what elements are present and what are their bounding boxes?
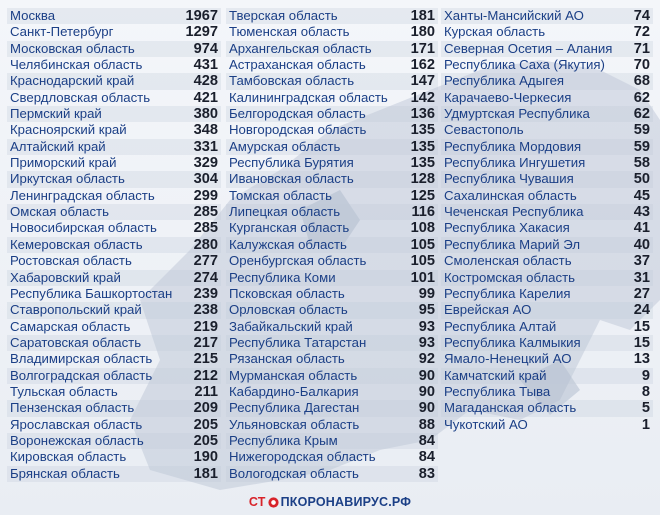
region-row [10,237,218,253]
region-name: Волгоградская область [10,367,153,383]
region-row [444,417,650,433]
region-row [229,237,435,253]
case-count: 41 [633,220,650,237]
region-name: Республика Хакасия [444,220,570,236]
region-row [10,139,218,155]
region-name: Сахалинская область [444,187,577,203]
region-row [444,220,650,236]
region-name: Ульяновская область [229,416,360,432]
case-count: 304 [193,171,218,188]
virus-icon [267,496,280,509]
case-count: 59 [633,138,650,155]
region-name: Ставропольский край [10,302,142,318]
case-count: 285 [193,204,218,221]
case-count: 428 [193,73,218,90]
region-name: Еврейская АО [444,302,532,318]
region-name: Республика Татарстан [229,334,367,350]
region-row [10,253,218,269]
case-count: 15 [633,334,650,351]
region-row [10,384,218,400]
region-name: Кабардино-Балкария [229,383,359,399]
region-name: Республика Алтай [444,318,557,334]
case-count: 280 [193,236,218,253]
case-count: 99 [418,285,435,302]
region-name: Ивановская область [229,171,354,187]
case-count: 1297 [185,24,218,41]
region-row [229,270,435,286]
region-row [229,400,435,416]
region-row [229,204,435,220]
region-name: Нижегородская область [229,449,376,465]
region-row [229,24,435,40]
case-count: 421 [193,89,218,106]
case-count: 128 [410,171,435,188]
region-name: Республика Саха (Якутия) [444,57,605,73]
region-name: Республика Адыгея [444,73,565,89]
region-name: Москва [10,8,56,23]
region-row [444,204,650,220]
region-row [10,433,218,449]
region-row [444,286,650,302]
region-row [229,253,435,269]
region-row [444,188,650,204]
region-name: Республика Тыва [444,383,551,399]
region-row [444,106,650,122]
case-count: 45 [633,187,650,204]
case-count: 74 [633,8,650,24]
case-count: 31 [633,269,650,286]
region-name: Новосибирская область [10,220,157,236]
case-count: 15 [633,318,650,335]
region-row [229,188,435,204]
region-row [229,171,435,187]
region-name: Республика Карелия [444,285,571,301]
region-name: Тульская область [10,383,118,399]
region-row [229,384,435,400]
region-name: Белгородская область [229,106,366,122]
case-count: 125 [410,187,435,204]
case-count: 58 [633,155,650,172]
region-row [10,24,218,40]
region-name: Курганская область [229,220,350,236]
logo-text-part2: ПКОРОНАВИРУС.РФ [280,495,412,509]
region-name: Самарская область [10,318,131,334]
region-row [229,433,435,449]
region-row [229,449,435,465]
region-row [10,351,218,367]
regions-column-2 [229,8,435,482]
case-count: 239 [193,285,218,302]
region-name: Республика Крым [229,432,338,448]
region-row [10,204,218,220]
region-name: Омская область [10,204,109,220]
region-row [10,90,218,106]
region-name: Республика Коми [229,269,336,285]
case-count: 24 [633,302,650,319]
case-count: 37 [633,253,650,270]
region-name: Орловская область [229,302,348,318]
region-row [10,368,218,384]
region-name: Новгородская область [229,122,367,138]
region-row [10,106,218,122]
case-count: 238 [193,302,218,319]
region-row [229,106,435,122]
region-name: Ростовская область [10,253,132,269]
logo-text-part1: СТ [248,495,266,509]
region-name: Владимирская область [10,351,153,367]
case-count: 105 [410,236,435,253]
region-name: Приморский край [10,155,117,171]
region-name: Тюменская область [229,24,350,40]
case-count: 93 [418,334,435,351]
region-row [444,41,650,57]
case-count: 1 [641,416,650,433]
region-row [229,220,435,236]
region-row [444,24,650,40]
region-name: Республика Чувашия [444,171,574,187]
case-count: 135 [410,138,435,155]
region-row [229,286,435,302]
region-name: Кировская область [10,449,127,465]
region-row [444,73,650,89]
region-name: Архангельская область [229,40,372,56]
region-row [10,188,218,204]
case-count: 162 [410,57,435,74]
region-name: Ленинградская область [10,187,155,203]
region-row [229,122,435,138]
case-count: 431 [193,57,218,74]
region-row [10,302,218,318]
region-name: Вологодская область [229,465,359,481]
region-row [229,139,435,155]
region-name: Московская область [10,40,135,56]
case-count: 142 [410,89,435,106]
case-count: 331 [193,138,218,155]
region-name: Пензенская область [10,400,135,416]
case-count: 83 [418,465,435,482]
region-name: Красноярский край [10,122,127,138]
regions-column-3 [444,8,650,433]
region-name: Республика Дагестан [229,400,360,416]
region-row [229,319,435,335]
region-row [444,155,650,171]
region-name: Кемеровская область [10,236,143,252]
region-row [444,270,650,286]
region-name: Республика Ингушетия [444,155,586,171]
case-count: 101 [410,269,435,286]
case-count: 277 [193,253,218,270]
case-count: 13 [633,351,650,368]
case-count: 84 [418,449,435,466]
case-count: 105 [410,253,435,270]
case-count: 62 [633,89,650,106]
case-count: 70 [633,57,650,74]
case-count: 180 [410,24,435,41]
case-count: 5 [641,400,650,417]
region-name: Пермский край [10,106,102,122]
case-count: 329 [193,155,218,172]
region-row [10,73,218,89]
footer [0,493,660,511]
case-count: 59 [633,122,650,139]
case-count: 88 [418,416,435,433]
case-count: 50 [633,171,650,188]
region-row [444,253,650,269]
region-name: Ямало-Ненецкий АО [444,351,572,367]
region-name: Рязанская область [229,351,345,367]
region-name: Липецкая область [229,204,341,220]
region-name: Севастополь [444,122,524,138]
region-row [229,90,435,106]
case-count: 285 [193,220,218,237]
case-count: 348 [193,122,218,139]
region-name: Тверская область [229,8,338,23]
region-row [10,400,218,416]
region-name: Алтайский край [10,138,106,154]
region-row [444,319,650,335]
region-row [10,449,218,465]
region-row [229,41,435,57]
region-name: Республика Мордовия [444,138,582,154]
region-name: Брянская область [10,465,120,481]
case-count: 108 [410,220,435,237]
region-row [444,368,650,384]
region-name: Астраханская область [229,57,366,73]
region-name: Воронежская область [10,432,144,448]
region-row [229,351,435,367]
case-count: 62 [633,106,650,123]
region-name: Челябинская область [10,57,143,73]
case-count: 136 [410,106,435,123]
case-count: 147 [410,73,435,90]
case-count: 1967 [185,8,218,24]
region-name: Иркутская область [10,171,125,187]
case-count: 217 [193,334,218,351]
region-row [444,57,650,73]
region-row [444,8,650,24]
case-count: 380 [193,106,218,123]
case-count: 274 [193,269,218,286]
region-row [229,57,435,73]
region-name: Республика Бурятия [229,155,354,171]
case-count: 135 [410,155,435,172]
case-count: 84 [418,432,435,449]
case-count: 974 [193,40,218,57]
region-row [10,417,218,433]
region-row [444,400,650,416]
region-name: Краснодарский край [10,73,135,89]
region-row [10,57,218,73]
case-count: 71 [633,40,650,57]
case-count: 190 [193,449,218,466]
region-row [444,384,650,400]
region-name: Оренбургская область [229,253,367,269]
case-count: 219 [193,318,218,335]
region-row [444,122,650,138]
region-row [10,286,218,302]
region-name: Калужская область [229,236,347,252]
region-row [10,335,218,351]
region-row [10,122,218,138]
case-count: 212 [193,367,218,384]
region-name: Томская область [229,187,333,203]
region-row [229,73,435,89]
region-row [229,417,435,433]
region-name: Магаданская область [444,400,577,416]
region-row [229,368,435,384]
case-count: 181 [193,465,218,482]
region-row [229,466,435,482]
regions-column-1 [10,8,218,482]
region-row [444,139,650,155]
region-row [444,171,650,187]
region-row [10,220,218,236]
region-row [10,319,218,335]
region-row [444,351,650,367]
case-count: 205 [193,416,218,433]
region-name: Камчатский край [444,367,547,383]
case-count: 299 [193,187,218,204]
region-row [229,155,435,171]
case-count: 72 [633,24,650,41]
case-count: 90 [418,383,435,400]
region-row [444,90,650,106]
case-count: 205 [193,432,218,449]
region-row [10,171,218,187]
region-row [10,41,218,57]
case-count: 9 [641,367,650,384]
case-count: 90 [418,367,435,384]
region-name: Чукотский АО [444,416,528,432]
region-name: Псковская область [229,285,345,301]
case-count: 215 [193,351,218,368]
region-row [444,302,650,318]
region-row [444,335,650,351]
case-count: 211 [194,383,218,400]
region-name: Свердловская область [10,89,151,105]
region-name: Костромская область [444,269,576,285]
case-count: 209 [193,400,218,417]
region-name: Удмуртская Республика [444,106,590,122]
region-row [10,466,218,482]
region-name: Хабаровский край [10,269,121,285]
region-row [229,302,435,318]
case-count: 116 [411,204,435,221]
region-name: Забайкальский край [229,318,353,334]
region-row [10,8,218,24]
case-count: 27 [633,285,650,302]
stopkoronavirus-logo [249,495,411,509]
region-name: Тамбовская область [229,73,355,89]
region-name: Мурманская область [229,367,358,383]
region-name: Санкт-Петербург [10,24,114,40]
region-name: Амурская область [229,138,341,154]
region-name: Смоленская область [444,253,572,269]
case-count: 40 [633,236,650,253]
region-name: Северная Осетия – Алания [444,40,613,56]
region-row [229,335,435,351]
region-name: Курская область [444,24,546,40]
region-row [444,237,650,253]
region-name: Республика Марий Эл [444,236,581,252]
region-name: Ханты-Мансийский АО [444,8,584,23]
region-name: Чеченская Республика [444,204,584,220]
case-count: 90 [418,400,435,417]
region-row [10,155,218,171]
case-count: 68 [633,73,650,90]
region-name: Республика Башкортостан [10,285,173,301]
case-count: 181 [410,8,435,24]
case-count: 95 [418,302,435,319]
region-name: Саратовская область [10,334,142,350]
case-count: 135 [410,122,435,139]
case-count: 92 [418,351,435,368]
case-count: 43 [633,204,650,221]
case-count: 8 [641,383,650,400]
region-name: Карачаево-Черкесия [444,89,572,105]
case-count: 93 [418,318,435,335]
case-count: 171 [410,40,435,57]
region-name: Ярославская область [10,416,143,432]
region-row [10,270,218,286]
region-name: Калининградская область [229,89,388,105]
region-row [229,8,435,24]
region-name: Республика Калмыкия [444,334,581,350]
